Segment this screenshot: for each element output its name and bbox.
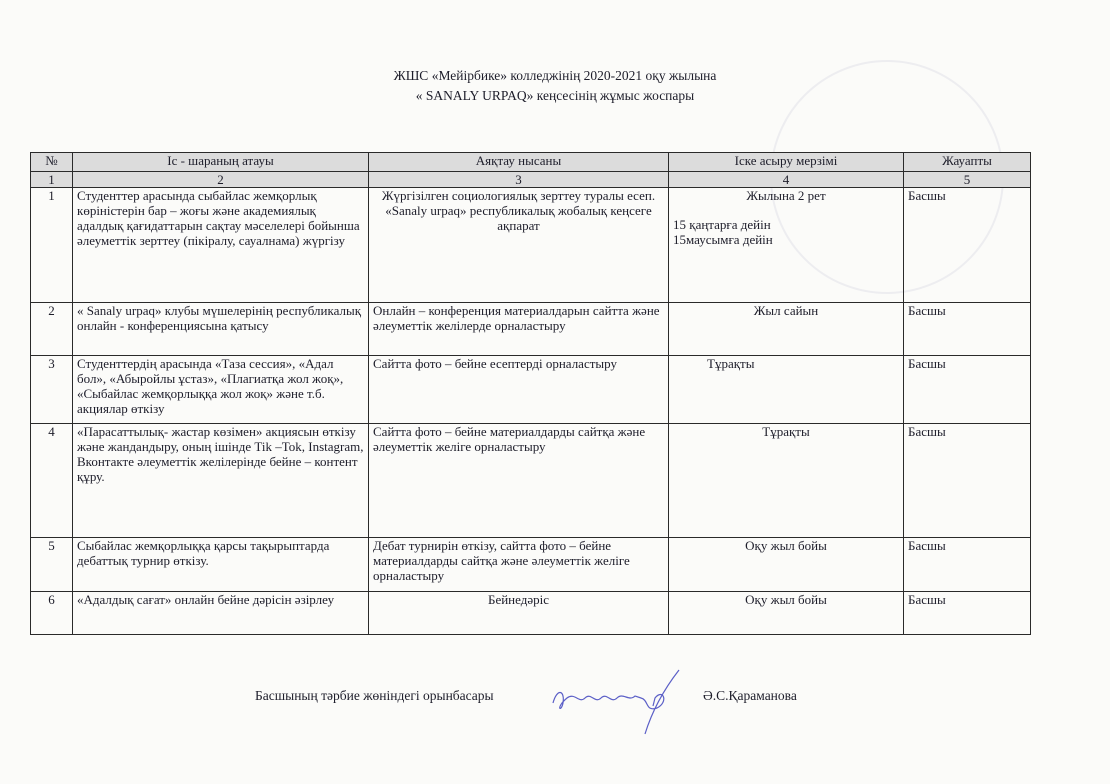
row-number: 1 (31, 188, 73, 303)
term-cell (669, 188, 904, 303)
column-header: Іске асыру мерзімі (669, 153, 904, 172)
term-cell: Оқу жыл бойы (669, 538, 904, 592)
term-detail: 15маусымға дейін (673, 232, 773, 247)
term-cell: Оқу жыл бойы (669, 592, 904, 635)
table-row (31, 188, 1031, 303)
table-row (31, 592, 1031, 635)
signatory-name: Ә.С.Қараманова (703, 688, 797, 703)
event-cell: « Sanaly urpaq» клубы мүшелерінің республикалық онлайн - конференциясына қатысу (73, 303, 369, 356)
row-number: 4 (31, 424, 73, 538)
responsible-cell: Басшы (904, 188, 1031, 303)
column-number: 3 (369, 172, 669, 188)
event-cell: «Адалдық сағат» онлайн бейне дәрісін әзірлеу (73, 592, 369, 635)
column-header: Аяқтау нысаны (369, 153, 669, 172)
responsible-cell: Басшы (904, 592, 1031, 635)
responsible-cell: Басшы (904, 538, 1031, 592)
event-cell: Сыбайлас жемқорлыққа қарсы тақырыптарда дебаттық турнир өткізу. (73, 538, 369, 592)
column-number: 2 (73, 172, 369, 188)
form-cell: Жүргізілген социологиялық зерттеу туралы есеп. «Sanaly urpaq» республикалық жобалық кеңсеге ақпарат (369, 188, 669, 303)
column-header: № (31, 153, 73, 172)
document-title-line1: ЖШС «Мейірбике» колледжінің 2020-2021 оқу жылына (393, 68, 717, 83)
responsible-cell: Басшы (904, 356, 1031, 424)
row-number: 6 (31, 592, 73, 635)
term-cell: Жыл сайын (669, 303, 904, 356)
event-cell: Студенттердің арасында «Таза сессия», «Адал бол», «Абыройлы ұстаз», «Плагиатқа жол жоқ», «Сыбайлас жемқорлыққа жол жоқ» және т.б. акциялар өткізу (73, 356, 369, 424)
form-cell: Онлайн – конференция материалдарын сайтта және әлеуметтік желілерде орналастыру (369, 303, 669, 356)
row-number: 5 (31, 538, 73, 592)
form-cell: Сайтта фото – бейне есептерді орналастыру (369, 356, 669, 424)
column-header: Іс - шараның атауы (73, 153, 369, 172)
responsible-cell: Басшы (904, 424, 1031, 538)
table-header-row (31, 153, 1031, 172)
event-cell: Студенттер арасында сыбайлас жемқорлық көріністерін бар – жоғы және академиялық адалдық қағидаттарын сақтау мәселелері бойынша әлеуметтік зерттеу (пікіралу, сауалнама) жүргізу (73, 188, 369, 303)
column-number: 1 (31, 172, 73, 188)
table-row (31, 303, 1031, 356)
form-cell: Дебат турнирін өткізу, сайтта фото – бейне материалдарды сайтқа және әлеуметтік желіге орналастыру (369, 538, 669, 592)
term-detail: 15 қаңтарға дейін (673, 217, 771, 232)
column-number-row (31, 172, 1031, 188)
column-number: 5 (904, 172, 1031, 188)
work-plan-table (30, 152, 1031, 635)
column-number: 4 (669, 172, 904, 188)
responsible-cell: Басшы (904, 303, 1031, 356)
row-number: 3 (31, 356, 73, 424)
event-cell: «Парасаттылық- жастар көзімен» акциясын өткізу және жандандыру, оның ішінде Tik –Tok, Instagram, Вконтакте әлеуметтік желілерінде бейне – контент құру. (73, 424, 369, 538)
document-title-line2: « SANALY URPAQ» кеңсесінің жұмыс жоспары (415, 88, 695, 103)
row-number: 2 (31, 303, 73, 356)
table-row (31, 356, 1031, 424)
column-header: Жауапты (904, 153, 1031, 172)
signatory-position: Басшының тәрбие жөніндегі орынбасары (255, 688, 494, 703)
table-row (31, 538, 1031, 592)
term-text: Жылына 2 рет (746, 188, 826, 203)
term-cell: Тұрақты (669, 424, 904, 538)
handwritten-signature (545, 668, 685, 738)
form-cell: Бейнедәріс (369, 592, 669, 635)
term-cell: Тұрақты (669, 356, 904, 424)
table-row (31, 424, 1031, 538)
form-cell: Сайтта фото – бейне материалдарды сайтқа және әлеуметтік желіге орналастыру (369, 424, 669, 538)
